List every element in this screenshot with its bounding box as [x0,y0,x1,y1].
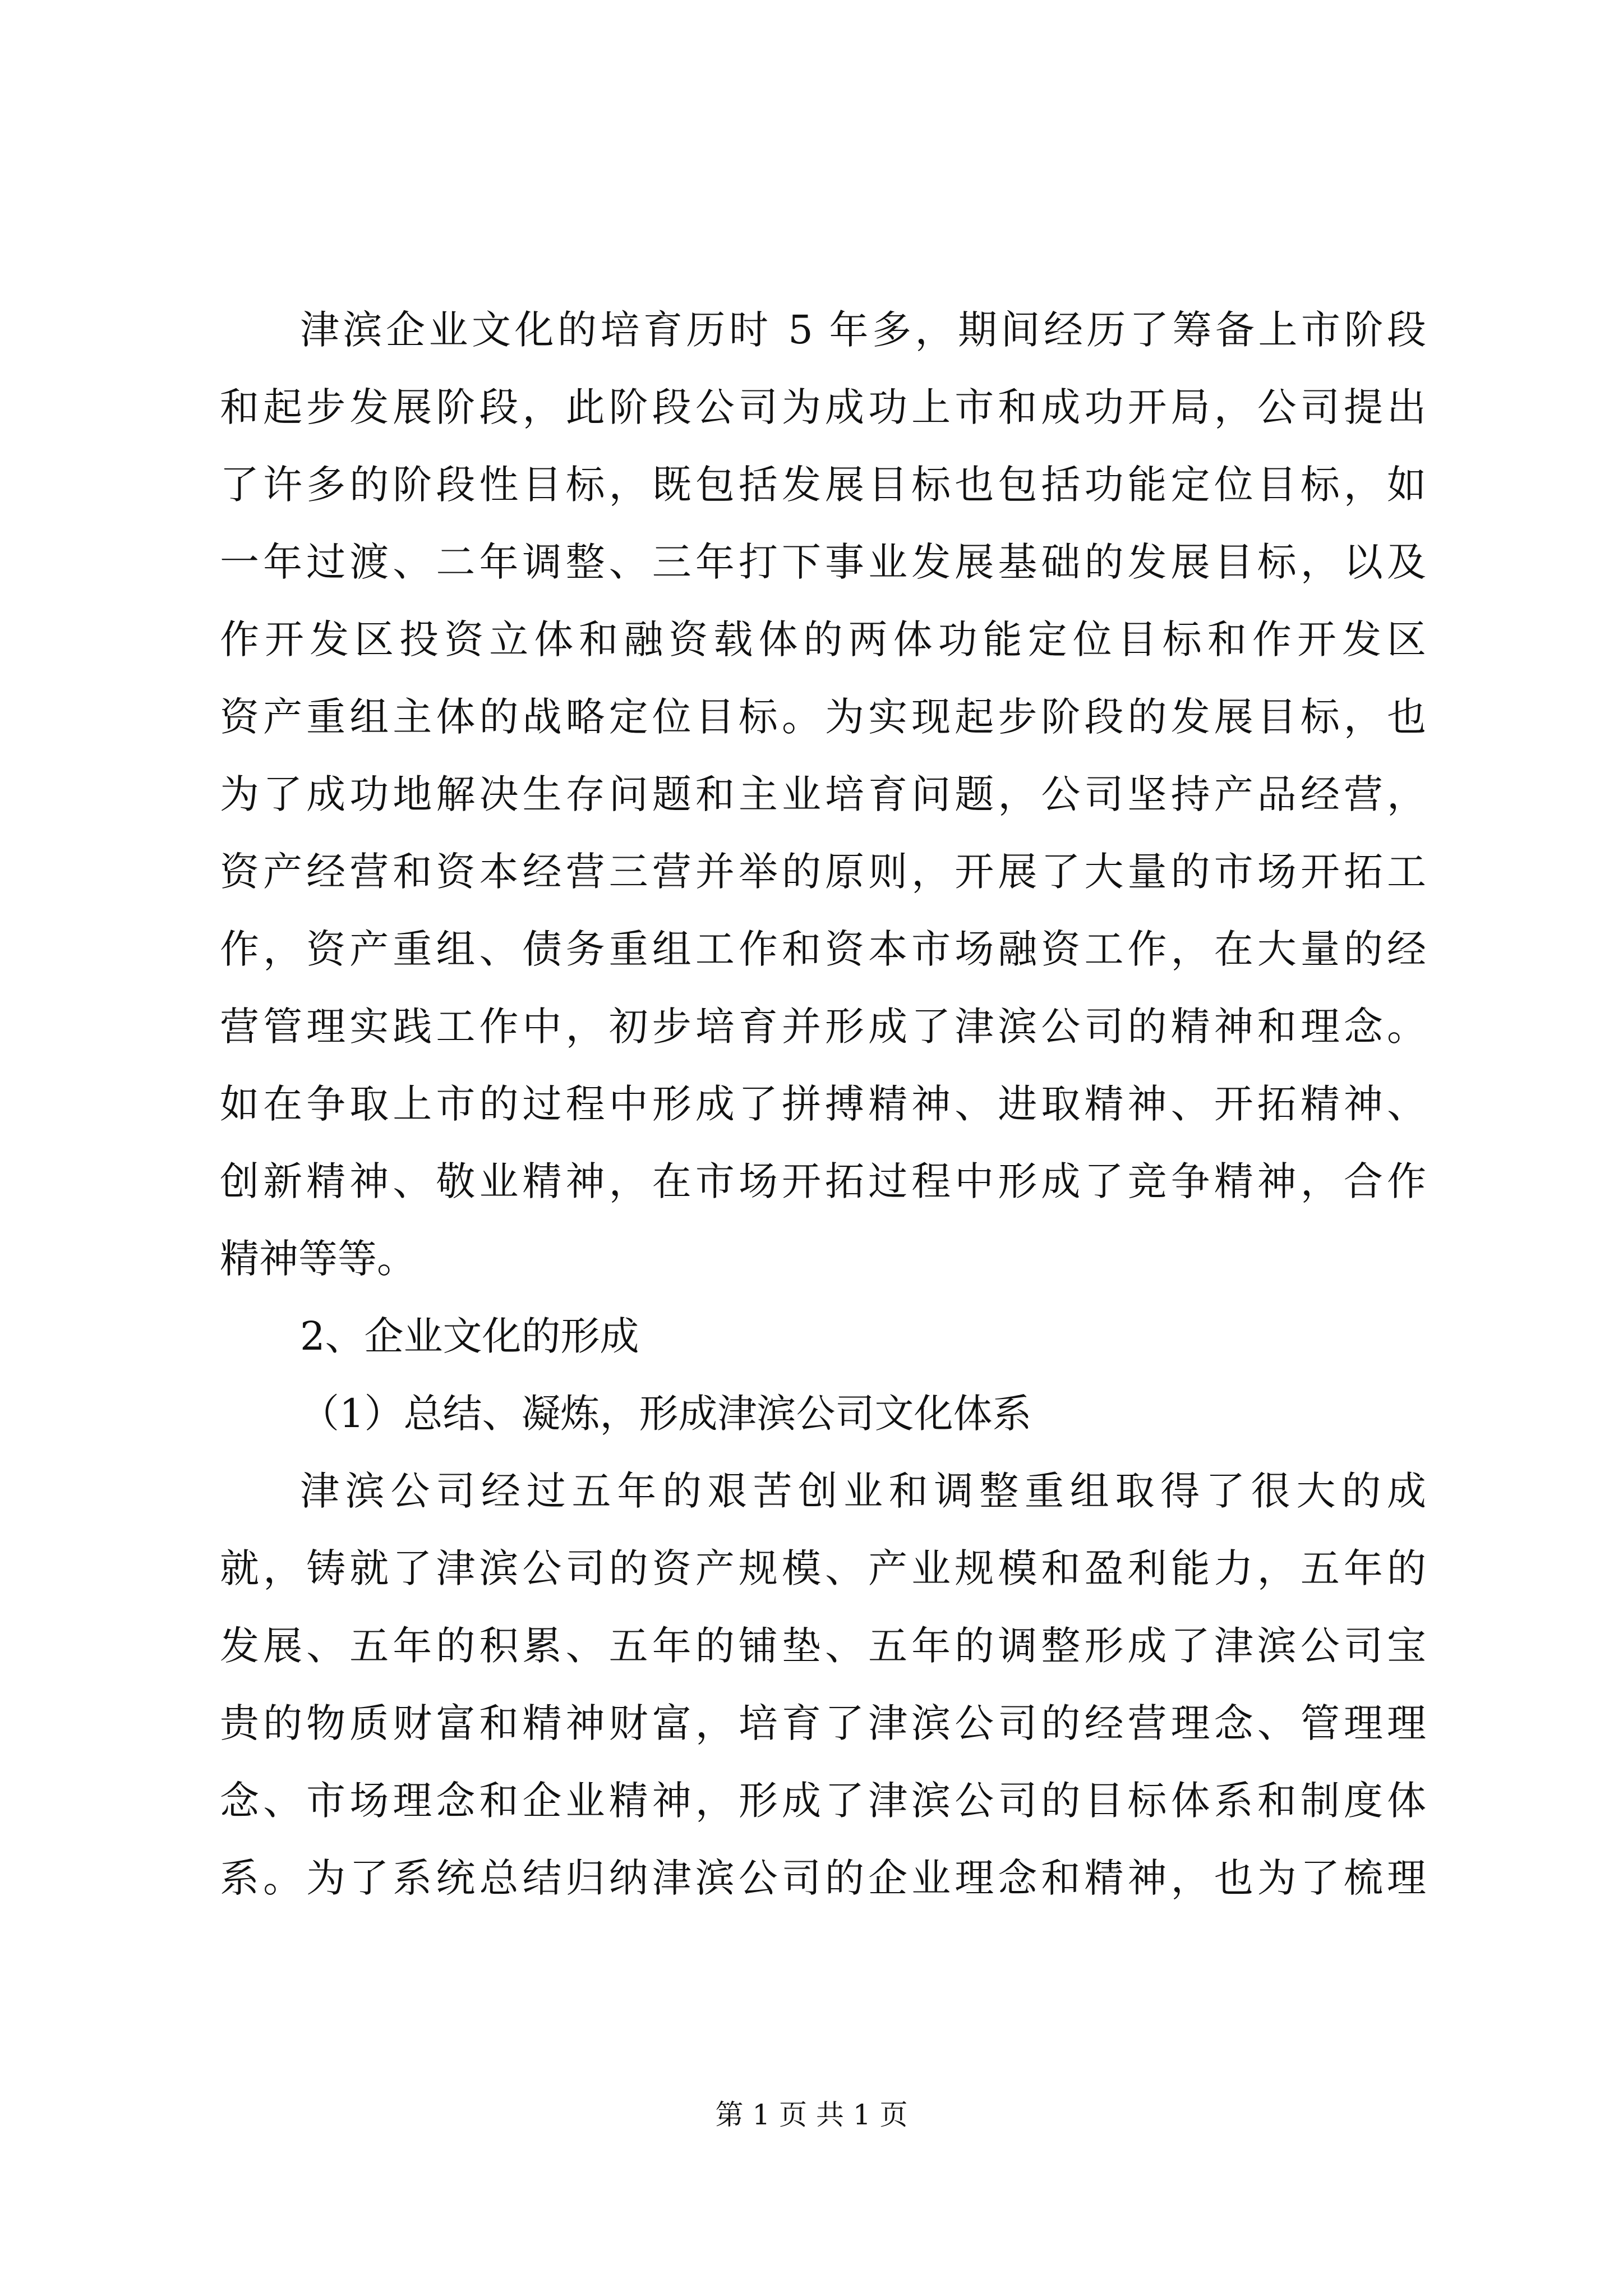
paragraph-line: 一年过渡、二年调整、三年打下事业发展基础的发展目标，以及 [220,539,1426,585]
page-number-footer: 第 1 页 共 1 页 [715,2099,908,2131]
paragraph-line: 精神等等。 [220,1236,416,1282]
paragraph-line: 发展、五年的积累、五年的铺垫、五年的调整形成了津滨公司宝 [220,1623,1426,1669]
paragraph-line: 念、市场理念和企业精神，形成了津滨公司的目标体系和制度体 [220,1778,1426,1824]
paragraph-line: 如在争取上市的过程中形成了拼搏精神、进取精神、开拓精神、 [220,1081,1426,1127]
paragraph-line: 创新精神、敬业精神，在市场开拓过程中形成了竞争精神，合作 [220,1158,1426,1204]
paragraph-line: 资产重组主体的战略定位目标。为实现起步阶段的发展目标，也 [220,694,1426,740]
paragraph-line: 营管理实践工作中，初步培育并形成了津滨公司的精神和理念。 [220,1004,1426,1050]
section-heading: 2、企业文化的形成 [300,1313,639,1359]
paragraph-line: 津滨公司经过五年的艰苦创业和调整重组取得了很大的成 [300,1468,1426,1514]
paragraph-line: 资产经营和资本经营三营并举的原则，开展了大量的市场开拓工 [220,849,1426,895]
paragraph-line: 系。为了系统总结归纳津滨公司的企业理念和精神，也为了梳理 [220,1855,1426,1901]
paragraph-line: 贵的物质财富和精神财富，培育了津滨公司的经营理念、管理理 [220,1700,1426,1746]
paragraph-line: 为了成功地解决生存问题和主业培育问题，公司坚持产品经营， [220,771,1426,817]
paragraph-line: 津滨企业文化的培育历时 5 年多，期间经历了筹备上市阶段 [300,307,1426,353]
paragraph-line: 和起步发展阶段，此阶段公司为成功上市和成功开局，公司提出 [220,384,1426,430]
paragraph-line: 就，铸就了津滨公司的资产规模、产业规模和盈利能力，五年的 [220,1545,1426,1591]
paragraph-line: 作，资产重组、债务重组工作和资本市场融资工作，在大量的经 [220,926,1426,972]
paragraph-line: 作开发区投资立体和融资载体的两体功能定位目标和作开发区 [220,616,1426,662]
subsection-heading: （1）总结、凝炼，形成津滨公司文化体系 [300,1391,1032,1437]
paragraph-line: 了许多的阶段性目标，既包括发展目标也包括功能定位目标，如 [220,462,1426,508]
